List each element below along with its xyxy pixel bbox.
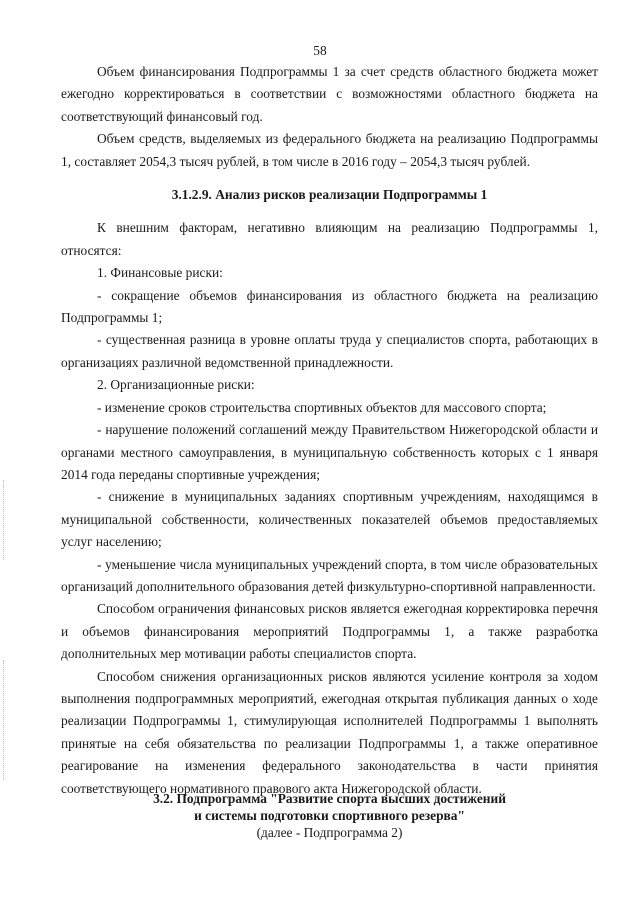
list-label: 2. Организационные риски: [97, 377, 255, 393]
scan-margin-mark [3, 480, 5, 560]
list-item: - снижение в муниципальных заданиях спортивным учреждениям, находящимся в муниципальной собственности, количественных показателей объемов предоставляемых услуг населению; [61, 489, 598, 550]
list-item: - уменьшение числа муниципальных учреждений спорта, в том числе образовательных организаций дополнительного образования детей физкультурно-спортивной направленности. [61, 556, 598, 594]
subprogram-heading [61, 790, 598, 841]
list-item: - существенная разница в уровне оплаты труда у специалистов спорта, работающих в организациях различной ведомственной принадлежности. [61, 332, 598, 370]
page-number: 58 [313, 43, 327, 58]
paragraph: Объем средств, выделяемых из федерального бюджета на реализацию Подпрограммы 1, составляет 2054,3 тысяч рублей, в том числе в 2016 году – 2054,3 тысяч рублей. [61, 131, 598, 169]
subprogram-heading-line1: 3.2. Подпрограмма "Развитие спорта высших достижений [153, 791, 506, 806]
list-item: - нарушение положений соглашений между Правительством Нижегородской области и органами местного самоуправления, в муниципальную собственность которых с 1 января 2014 года переданы спортивные учреждения; [61, 422, 598, 482]
body-text [61, 61, 598, 800]
subprogram-heading-line3: (далее - Подпрограмма 2) [256, 825, 403, 840]
section-heading: 3.1.2.9. Анализ рисков реализации Подпрограммы 1 [171, 187, 488, 203]
paragraph: Способом снижения организационных рисков являются усиление контроля за ходом выполнения подпрограммных мероприятий, ежегодная открытая публикация данных о ходе реализации Подпрограммы 1, стимулирующая исполнителей Подпрограммы 1 выполнять принятые на себя обязательства по реализации Подпрограммы 1, а также оперативное реагирование на изменения федерального законодательства в части принятия соответствующего нормативного правового акта Нижегородской области. [61, 668, 598, 796]
paragraph: К внешним факторам, негативно влияющим на реализацию Подпрограммы 1, относятся: [61, 220, 598, 258]
list-item: - изменение сроков строительства спортивных объектов для массового спорта; [97, 399, 547, 415]
scan-margin-mark [3, 660, 5, 780]
paragraph: Способом ограничения финансовых рисков является ежегодная корректировка перечня и объемов финансирования мероприятий Подпрограммы 1, а также разработка дополнительных мер мотивации работы специалистов спорта. [61, 601, 598, 662]
paragraph: Объем финансирования Подпрограммы 1 за счет средств областного бюджета может ежегодно корректироваться в соответствии с возможностями областного бюджета на соответствующий финансовый год. [61, 64, 598, 124]
list-label: 1. Финансовые риски: [97, 265, 223, 281]
subprogram-heading-line2: и системы подготовки спортивного резерва" [194, 808, 465, 823]
list-item: - сокращение объемов финансирования из областного бюджета на реализацию Подпрограммы 1; [61, 287, 598, 326]
